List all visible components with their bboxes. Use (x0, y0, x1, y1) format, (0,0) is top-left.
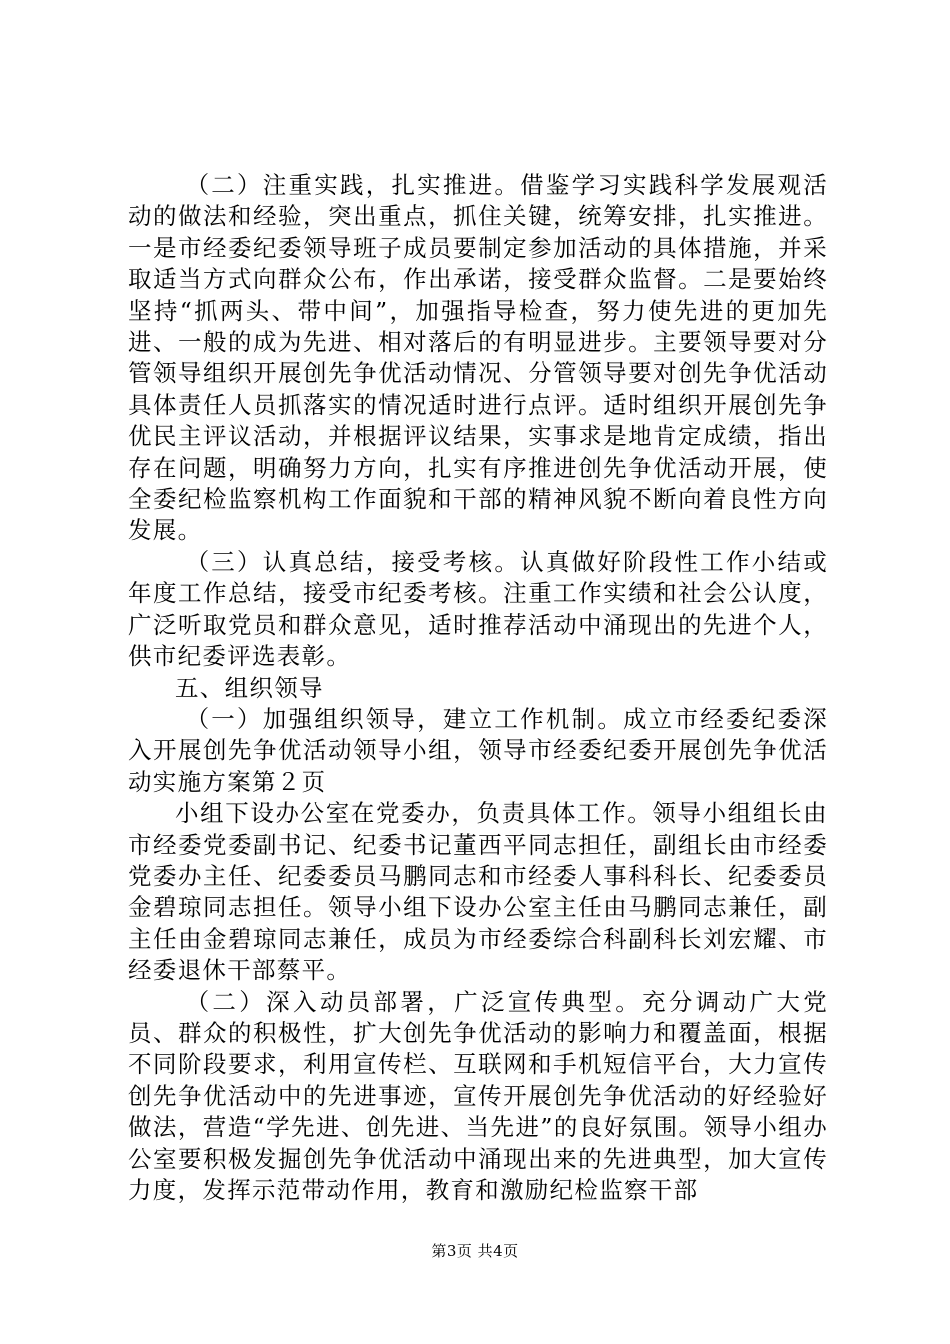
section-heading-organization: 五、组织领导 (175, 673, 324, 702)
document-body (128, 170, 828, 1206)
paragraph-practice: （二）注重实践，扎实推进。借鉴学习实践科学发展观活动的做法和经验，突出重点，抓住关键，统筹安排，扎实推进。一是市经委纪委领导班子成员要制定参加活动的具体措施，并采取适当方式向群众公布，作出承诺，接受群众监督。二是要始终坚持“抓两头、带中间”，加强指导检查，努力使先进的更加先进、一般的成为先进、相对落后的有明显进步。主要领导要对分管领导组织开展创先争优活动情况、分管领导要对创先争优活动具体责任人员抓落实的情况适时进行点评。适时组织开展创先争优民主评议活动，并根据评议结果，实事求是地肯定成绩，指出存在问题，明确努力方向，扎实有序推进创先争优活动开展，使全委纪检监察机构工作面貌和干部的精神风貌不断向着良性方向发展。 (128, 171, 828, 545)
paragraph-publicity: （二）深入动员部署，广泛宣传典型。充分调动广大党员、群众的积极性，扩大创先争优活动的影响力和覆盖面，根据不同阶段要求，利用宣传栏、互联网和手机短信平台，大力宣传创先争优活动中的先进事迹，宣传开展创先争优活动的好经验好做法，营造“学先进、创先进、当先进”的良好氛围。领导小组办公室要积极发掘创先争优活动中涌现出来的先进典型，加大宣传力度，发挥示范带动作用，教育和激励纪检监察干部 (128, 987, 828, 1204)
paragraph-summary: （三）认真总结，接受考核。认真做好阶段性工作小结或年度工作总结，接受市纪委考核。注重工作实绩和社会公认度，广泛听取党员和群众意见，适时推荐活动中涌现出的先进个人，供市纪委评选表彰。 (128, 547, 828, 671)
paragraph-leadership: （一）加强组织领导，建立工作机制。成立市经委纪委深入开展创先争优活动领导小组，领导市经委纪委开展创先争优活动实施方案第２页 (128, 704, 828, 796)
paragraph-group-office: 小组下设办公室在党委办，负责具体工作。领导小组组长由市经委党委副书记、纪委书记董西平同志担任，副组长由市经委党委办主任、纪委委员马鹏同志和市经委人事科科长、纪委委员金碧琼同志担任。领导小组下设办公室主任由马鹏同志兼任，副主任由金碧琼同志兼任，成员为市经委综合科副科长刘宏耀、市经委退休干部蔡平。 (128, 799, 828, 985)
page-footer: 第3页 共4页 (431, 1242, 519, 1260)
